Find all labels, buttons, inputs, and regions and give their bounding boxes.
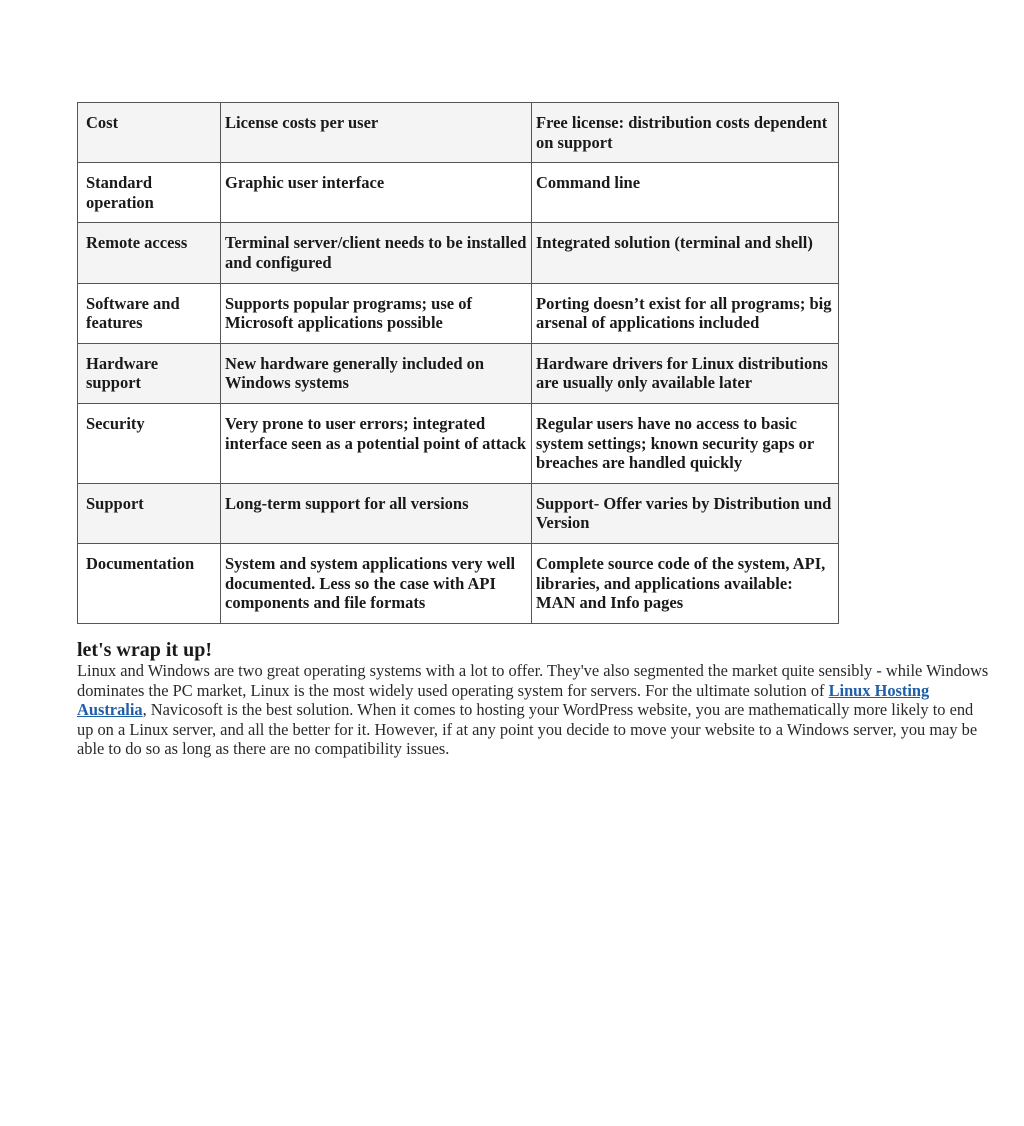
conclusion-text-start: Linux and Windows are two great operating systems with a lot to offer. They've also segmented the market quite sensibly - while Windows dominates the PC market, Linux is the most widely used operating system for servers. For the ultimate solution of bbox=[77, 661, 989, 700]
linux-cell: Command line bbox=[532, 163, 839, 223]
row-label: Hardware support bbox=[78, 343, 221, 403]
linux-cell: Porting doesn’t exist for all programs; big arsenal of applications included bbox=[532, 283, 839, 343]
table-row bbox=[78, 343, 839, 403]
conclusion-paragraph bbox=[77, 661, 989, 759]
table-row bbox=[78, 283, 839, 343]
row-label: Cost bbox=[78, 103, 221, 163]
row-label: Security bbox=[78, 403, 221, 483]
table-row bbox=[78, 483, 839, 543]
row-label: Standard operation bbox=[78, 163, 221, 223]
windows-cell: New hardware generally included on Windows systems bbox=[221, 343, 532, 403]
windows-cell: Terminal server/client needs to be installed and configured bbox=[221, 223, 532, 283]
table-row bbox=[78, 163, 839, 223]
windows-cell: License costs per user bbox=[221, 103, 532, 163]
row-label: Software and features bbox=[78, 283, 221, 343]
windows-cell: Long-term support for all versions bbox=[221, 483, 532, 543]
row-label: Support bbox=[78, 483, 221, 543]
row-label: Documentation bbox=[78, 543, 221, 623]
linux-hosting-link[interactable]: Linux Hosting Australia bbox=[77, 680, 930, 720]
linux-cell: Regular users have no access to basic system settings; known security gaps or breaches are handled quickly bbox=[532, 403, 839, 483]
linux-cell: Support- Offer varies by Distribution und Version bbox=[532, 483, 839, 543]
table-row bbox=[78, 543, 839, 623]
windows-cell: Supports popular programs; use of Microsoft applications possible bbox=[221, 283, 532, 343]
windows-cell: System and system applications very well documented. Less so the case with API components and file formats bbox=[221, 543, 532, 623]
windows-cell: Very prone to user errors; integrated interface seen as a potential point of attack bbox=[221, 403, 532, 483]
linux-cell: Integrated solution (terminal and shell) bbox=[532, 223, 839, 283]
linux-cell: Hardware drivers for Linux distributions are usually only available later bbox=[532, 343, 839, 403]
row-label: Remote access bbox=[78, 223, 221, 283]
linux-cell: Complete source code of the system, API, libraries, and applications available: MAN and Info pages bbox=[532, 543, 839, 623]
table-row bbox=[78, 103, 839, 163]
conclusion-text-end: , Navicosoft is the best solution. When it comes to hosting your WordPress website, you are mathematically more likely to end up on a Linux server, and all the better for it. However, if at any point you decide to move your website to a Windows server, you may be able to do so as long as there are no compatibility issues. bbox=[77, 700, 978, 759]
linux-cell: Free license: distribution costs dependent on support bbox=[532, 103, 839, 163]
table-row bbox=[78, 403, 839, 483]
windows-cell: Graphic user interface bbox=[221, 163, 532, 223]
conclusion-heading: let's wrap it up! bbox=[77, 639, 212, 661]
comparison-table bbox=[77, 102, 839, 624]
table-row bbox=[78, 223, 839, 283]
